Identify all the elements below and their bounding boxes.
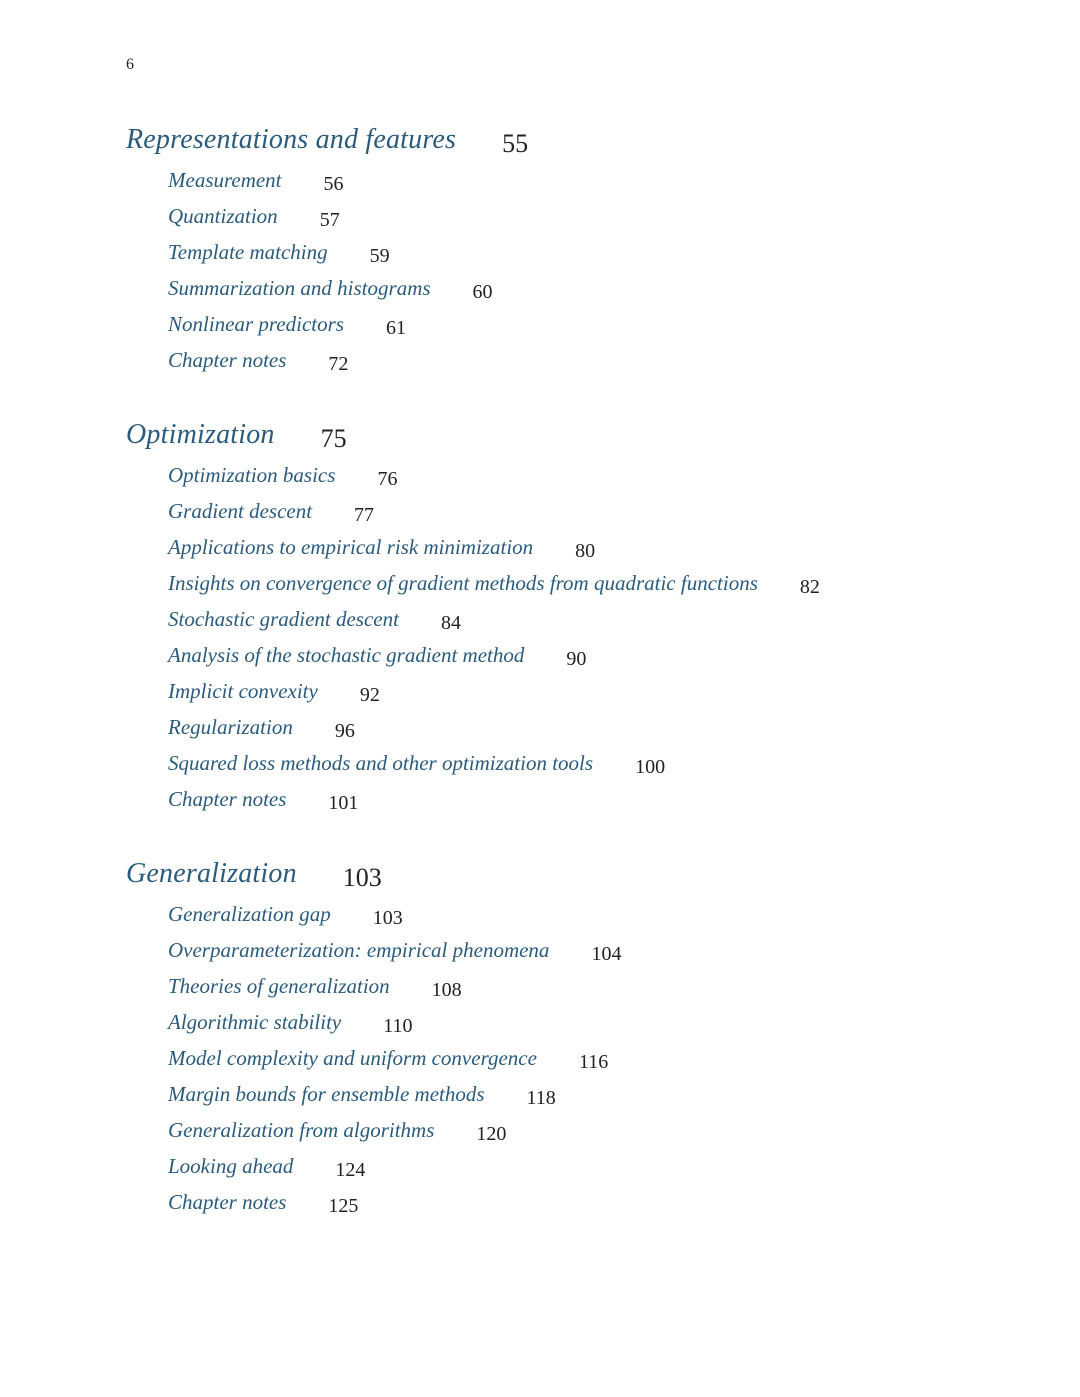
toc-section[interactable] (168, 571, 820, 596)
section-title: Overparameterization: empirical phenomena (168, 938, 550, 962)
chapter-page-number: 55 (502, 129, 529, 158)
section-page-number: 80 (575, 540, 596, 562)
section-title: Stochastic gradient descent (168, 607, 399, 631)
section-title: Theories of generalization (168, 974, 390, 998)
toc-section[interactable] (168, 499, 374, 524)
section-title: Template matching (168, 240, 328, 264)
section-page-number: 72 (328, 353, 349, 375)
section-title: Analysis of the stochastic gradient method (168, 643, 525, 667)
toc-section[interactable] (168, 715, 355, 740)
toc-section[interactable] (168, 1082, 556, 1107)
section-page-number: 96 (334, 720, 355, 742)
section-page-number: 125 (328, 1195, 359, 1217)
section-title: Chapter notes (168, 348, 287, 372)
toc-section[interactable] (168, 348, 348, 373)
toc-section[interactable] (168, 204, 340, 229)
section-title: Margin bounds for ensemble methods (168, 1082, 485, 1106)
section-page-number: 116 (578, 1051, 609, 1073)
section-page-number: 84 (440, 612, 461, 634)
section-title: Algorithmic stability (168, 1010, 342, 1034)
section-page-number: 56 (323, 173, 344, 195)
toc-section[interactable] (168, 679, 380, 704)
toc-section[interactable] (168, 312, 406, 337)
section-title: Insights on convergence of gradient methods from quadratic functions (168, 571, 758, 595)
toc-section[interactable] (168, 463, 397, 488)
section-page-number: 61 (385, 317, 406, 339)
toc-section[interactable] (168, 1118, 506, 1143)
chapter-page-number: 75 (320, 424, 347, 453)
chapter-heading[interactable] (126, 419, 347, 451)
section-page-number: 92 (359, 684, 380, 706)
section-title: Gradient descent (168, 499, 313, 523)
toc-section[interactable] (168, 1154, 365, 1179)
section-page-number: 59 (369, 245, 390, 267)
section-page-number: 108 (431, 979, 462, 1001)
section-title: Model complexity and uniform convergence (168, 1046, 537, 1070)
section-title: Chapter notes (168, 1190, 287, 1214)
toc-section[interactable] (168, 938, 621, 963)
chapter-title: Representations and features (126, 124, 457, 155)
section-page-number: 110 (383, 1015, 413, 1037)
section-page-number: 60 (472, 281, 493, 303)
toc-section[interactable] (168, 535, 595, 560)
section-page-number: 104 (591, 943, 622, 965)
section-title: Chapter notes (168, 787, 287, 811)
chapter-heading[interactable] (126, 124, 528, 156)
section-title: Implicit convexity (168, 679, 318, 703)
section-page-number: 76 (377, 468, 398, 490)
section-title: Generalization from algorithms (168, 1118, 435, 1142)
section-page-number: 57 (319, 209, 340, 231)
toc-section[interactable] (168, 1190, 358, 1215)
section-title: Looking ahead (168, 1154, 294, 1178)
page-number: 6 (126, 56, 134, 73)
toc-section[interactable] (168, 643, 586, 668)
section-title: Optimization basics (168, 463, 336, 487)
section-title: Generalization gap (168, 902, 331, 926)
toc-section[interactable] (168, 1010, 413, 1035)
toc-section[interactable] (168, 902, 403, 927)
toc-section[interactable] (168, 751, 665, 776)
chapter-page-number: 103 (342, 863, 382, 892)
section-title: Measurement (168, 168, 282, 192)
chapter-title: Generalization (126, 858, 297, 889)
section-title: Summarization and histograms (168, 276, 431, 300)
section-page-number: 82 (799, 576, 820, 598)
toc-section[interactable] (168, 276, 493, 301)
toc-section[interactable] (168, 607, 461, 632)
section-title: Squared loss methods and other optimization tools (168, 751, 594, 775)
section-page-number: 124 (335, 1159, 366, 1181)
toc-section[interactable] (168, 168, 344, 193)
section-page-number: 90 (566, 648, 587, 670)
section-title: Applications to empirical risk minimization (168, 535, 534, 559)
section-page-number: 118 (526, 1087, 556, 1109)
toc-section[interactable] (168, 787, 358, 812)
chapter-title: Optimization (126, 419, 275, 450)
section-title: Nonlinear predictors (168, 312, 344, 336)
section-title: Regularization (168, 715, 293, 739)
section-title: Quantization (168, 204, 278, 228)
toc-section[interactable] (168, 240, 390, 265)
chapter-heading[interactable] (126, 858, 382, 890)
toc-section[interactable] (168, 1046, 608, 1071)
toc-section[interactable] (168, 974, 462, 999)
section-page-number: 103 (372, 907, 403, 929)
section-page-number: 100 (635, 756, 666, 778)
section-page-number: 101 (328, 792, 359, 814)
section-page-number: 120 (476, 1123, 507, 1145)
section-page-number: 77 (354, 504, 375, 526)
